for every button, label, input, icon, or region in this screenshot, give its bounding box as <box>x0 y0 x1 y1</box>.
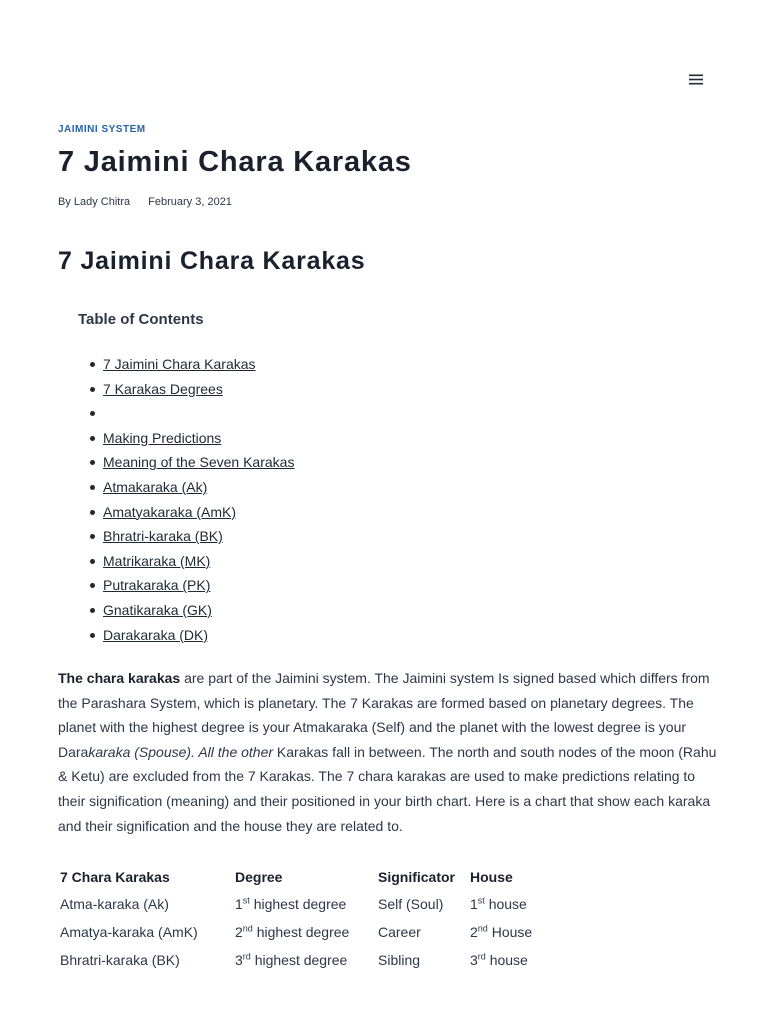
toc-link[interactable]: Amatyakaraka (AmK) <box>103 503 237 520</box>
table-row <box>58 946 568 974</box>
toc-item <box>103 549 294 574</box>
toc-link[interactable]: 7 Karakas Degrees <box>103 380 223 397</box>
toc-link[interactable]: Atmakaraka (Ak) <box>103 478 208 495</box>
cell-house: 2nd House <box>470 923 533 940</box>
header-house: House <box>470 869 513 885</box>
toc-item <box>103 352 294 377</box>
toc-link[interactable]: 7 Jaimini Chara Karakas <box>103 356 256 372</box>
header-karakas: 7 Chara Karakas <box>60 869 170 885</box>
cell-house: 1st house <box>470 895 527 912</box>
toc-item <box>103 623 294 648</box>
cell-karaka: Bhratri-karaka (BK) <box>60 952 180 968</box>
toc-link[interactable]: Bhratri-karaka (BK) <box>103 528 223 545</box>
table-header-row <box>58 864 568 890</box>
header-significator: Significator <box>378 869 456 885</box>
toc-item <box>103 426 294 451</box>
toc-item <box>103 500 294 525</box>
toc-link[interactable]: Putrakaraka (PK) <box>103 577 211 594</box>
paragraph-italic: karaka (Spouse). All the other <box>88 743 274 760</box>
toc-item <box>103 573 294 598</box>
post-date: February 3, 2021 <box>148 196 232 208</box>
karakas-table <box>58 864 568 974</box>
toc-item <box>103 598 294 623</box>
header-degree: Degree <box>235 869 283 885</box>
menu-button[interactable] <box>686 70 706 88</box>
table-row <box>58 890 568 918</box>
hamburger-menu-icon <box>689 74 703 85</box>
cell-significator: Self (Soul) <box>378 896 444 912</box>
cell-house: 3rd house <box>470 951 528 968</box>
toc-link[interactable]: Meaning of the Seven Karakas <box>103 454 295 471</box>
category-link[interactable]: JAIMINI SYSTEM <box>58 124 146 135</box>
toc-link[interactable]: Gnatikaraka (GK) <box>103 601 212 618</box>
cell-degree: 1st highest degree <box>235 895 347 912</box>
post-title: 7 Jaimini Chara Karakas <box>58 146 412 178</box>
post-meta <box>58 196 232 208</box>
toc-title: Table of Contents <box>78 311 204 328</box>
cell-significator: Career <box>378 924 421 940</box>
paragraph-lead: The chara karakas <box>58 670 181 686</box>
toc-list <box>103 352 294 647</box>
toc-item <box>103 401 294 426</box>
cell-degree: 3rd highest degree <box>235 951 348 968</box>
toc-item <box>103 377 294 402</box>
toc-item <box>103 450 294 475</box>
section-heading: 7 Jaimini Chara Karakas <box>58 247 366 275</box>
cell-karaka: Atma-karaka (Ak) <box>60 896 169 912</box>
author-byline: By Lady Chitra <box>58 196 131 208</box>
intro-paragraph <box>58 666 718 838</box>
cell-karaka: Amatya-karaka (AmK) <box>60 924 198 940</box>
table-row <box>58 918 568 946</box>
paragraph-text: are part of the Jaimini system. The Jaimini system Is signed based which differs from the Parashara System, which is planetary. The 7 Karakas are formed based on planetary degrees. The planet with the highest degree is your Atmakaraka (Self) and the planet with the lowest degree is your Dara <box>58 670 710 760</box>
cell-degree: 2nd highest degree <box>235 923 350 940</box>
toc-link[interactable]: Making Predictions <box>103 429 222 446</box>
cell-significator: Sibling <box>378 952 421 968</box>
toc-link[interactable]: Matrikaraka (MK) <box>103 552 211 569</box>
toc-link[interactable]: Darakaraka (DK) <box>103 626 209 643</box>
paragraph-text-cont: Karakas fall in between. The north and south nodes of the moon (Rahu & Ketu) are excluded from the 7 Karakas. The 7 chara karakas are used to make predictions relating to their signification (meaning) and their positioned in your birth chart. Here is a chart that show each karaka and their signification and the house they are related to. <box>58 743 717 834</box>
toc-item <box>103 475 294 500</box>
toc-item <box>103 524 294 549</box>
